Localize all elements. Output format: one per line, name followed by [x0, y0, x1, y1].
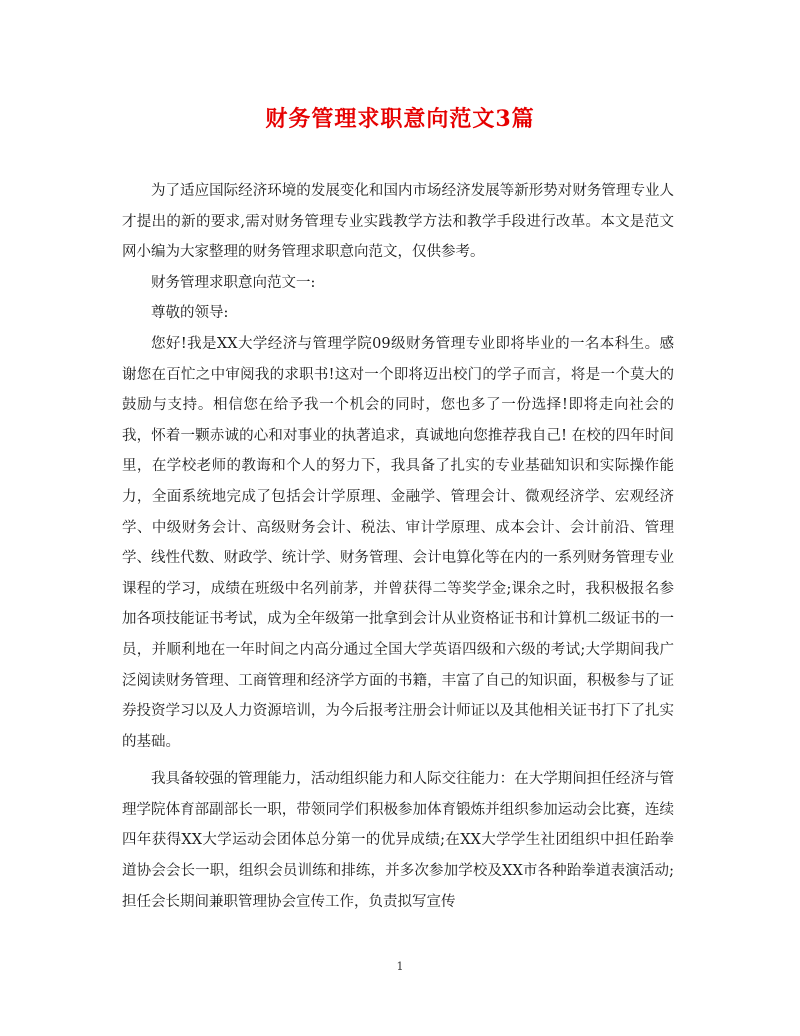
letter-paragraph: 我具备较强的管理能力，活动组织能力和人际交往能力：在大学期间担任经济与管理学院体育部副部长一职，带领同学们积极参加体育锻炼并组织参加运动会比赛，连续四年获得XX大学运动会团体总分第一的优异成绩;在XX大学学生社团组织中担任跆拳道协会会长一职，组织会员训练和排练，并多次参加学校及XX市各种跆拳道表演活动;担任会长期间兼职管理协会宣传工作，负责拟写宣传 — [122, 771, 674, 910]
body-text — [122, 176, 674, 917]
salutation: 尊敬的领导: — [151, 305, 229, 322]
letter-paragraph: 您好!我是XX大学经济与管理学院09级财务管理专业即将毕业的一名本科生。感谢您在百忙之中审阅我的求职书!这对一个即将迈出校门的学子而言，将是一个莫大的鼓励与支持。相信您在给予我一个机会的同时，您也多了一份选择!即将走向社会的我，怀着一颗赤诚的心和对事业的执著追求，真诚地向您推荐我自己! 在校的四年时间里，在学校老师的教诲和个人的努力下，我具备了扎实的专业基础知识和实际操作能力，全面系统地完成了包括会计学原理、金融学、管理会计、微观经济学、宏观经济学、中级财务会计、高级财务会计、税法、审计学原理、成本会计、会计前沿、管理学、线性代数、财政学、统计学、财务管理、会计电算化等在内的一系列财务管理专业课程的学习，成绩在班级中名列前茅，并曾获得二等奖学金;课余之时，我积极报名参加各项技能证书考试，成为全年级第一批拿到会计从业资格证书和计算机二级证书的一员，并顺利地在一年时间之内高分通过全国大学英语四级和六级的考试;大学期间我广泛阅读财务管理、工商管理和经济学方面的书籍，丰富了自己的知识面，积极参与了证券投资学习以及人力资源培训，为今后报考注册会计师证以及其他相关证书打下了扎实的基础。 — [122, 335, 674, 750]
page-number: 1 — [396, 960, 404, 973]
intro-paragraph: 为了适应国际经济环境的发展变化和国内市场经济发展等新形势对财务管理专业人才提出的新的要求,需对财务管理专业实践教学方法和教学手段进行改革。本文是范文网小编为大家整理的财务管理求职意向范文，仅供参考。 — [122, 183, 674, 261]
page-title: 财务管理求职意向范文3篇 — [265, 106, 535, 132]
section-heading: 财务管理求职意向范文一: — [151, 274, 316, 291]
